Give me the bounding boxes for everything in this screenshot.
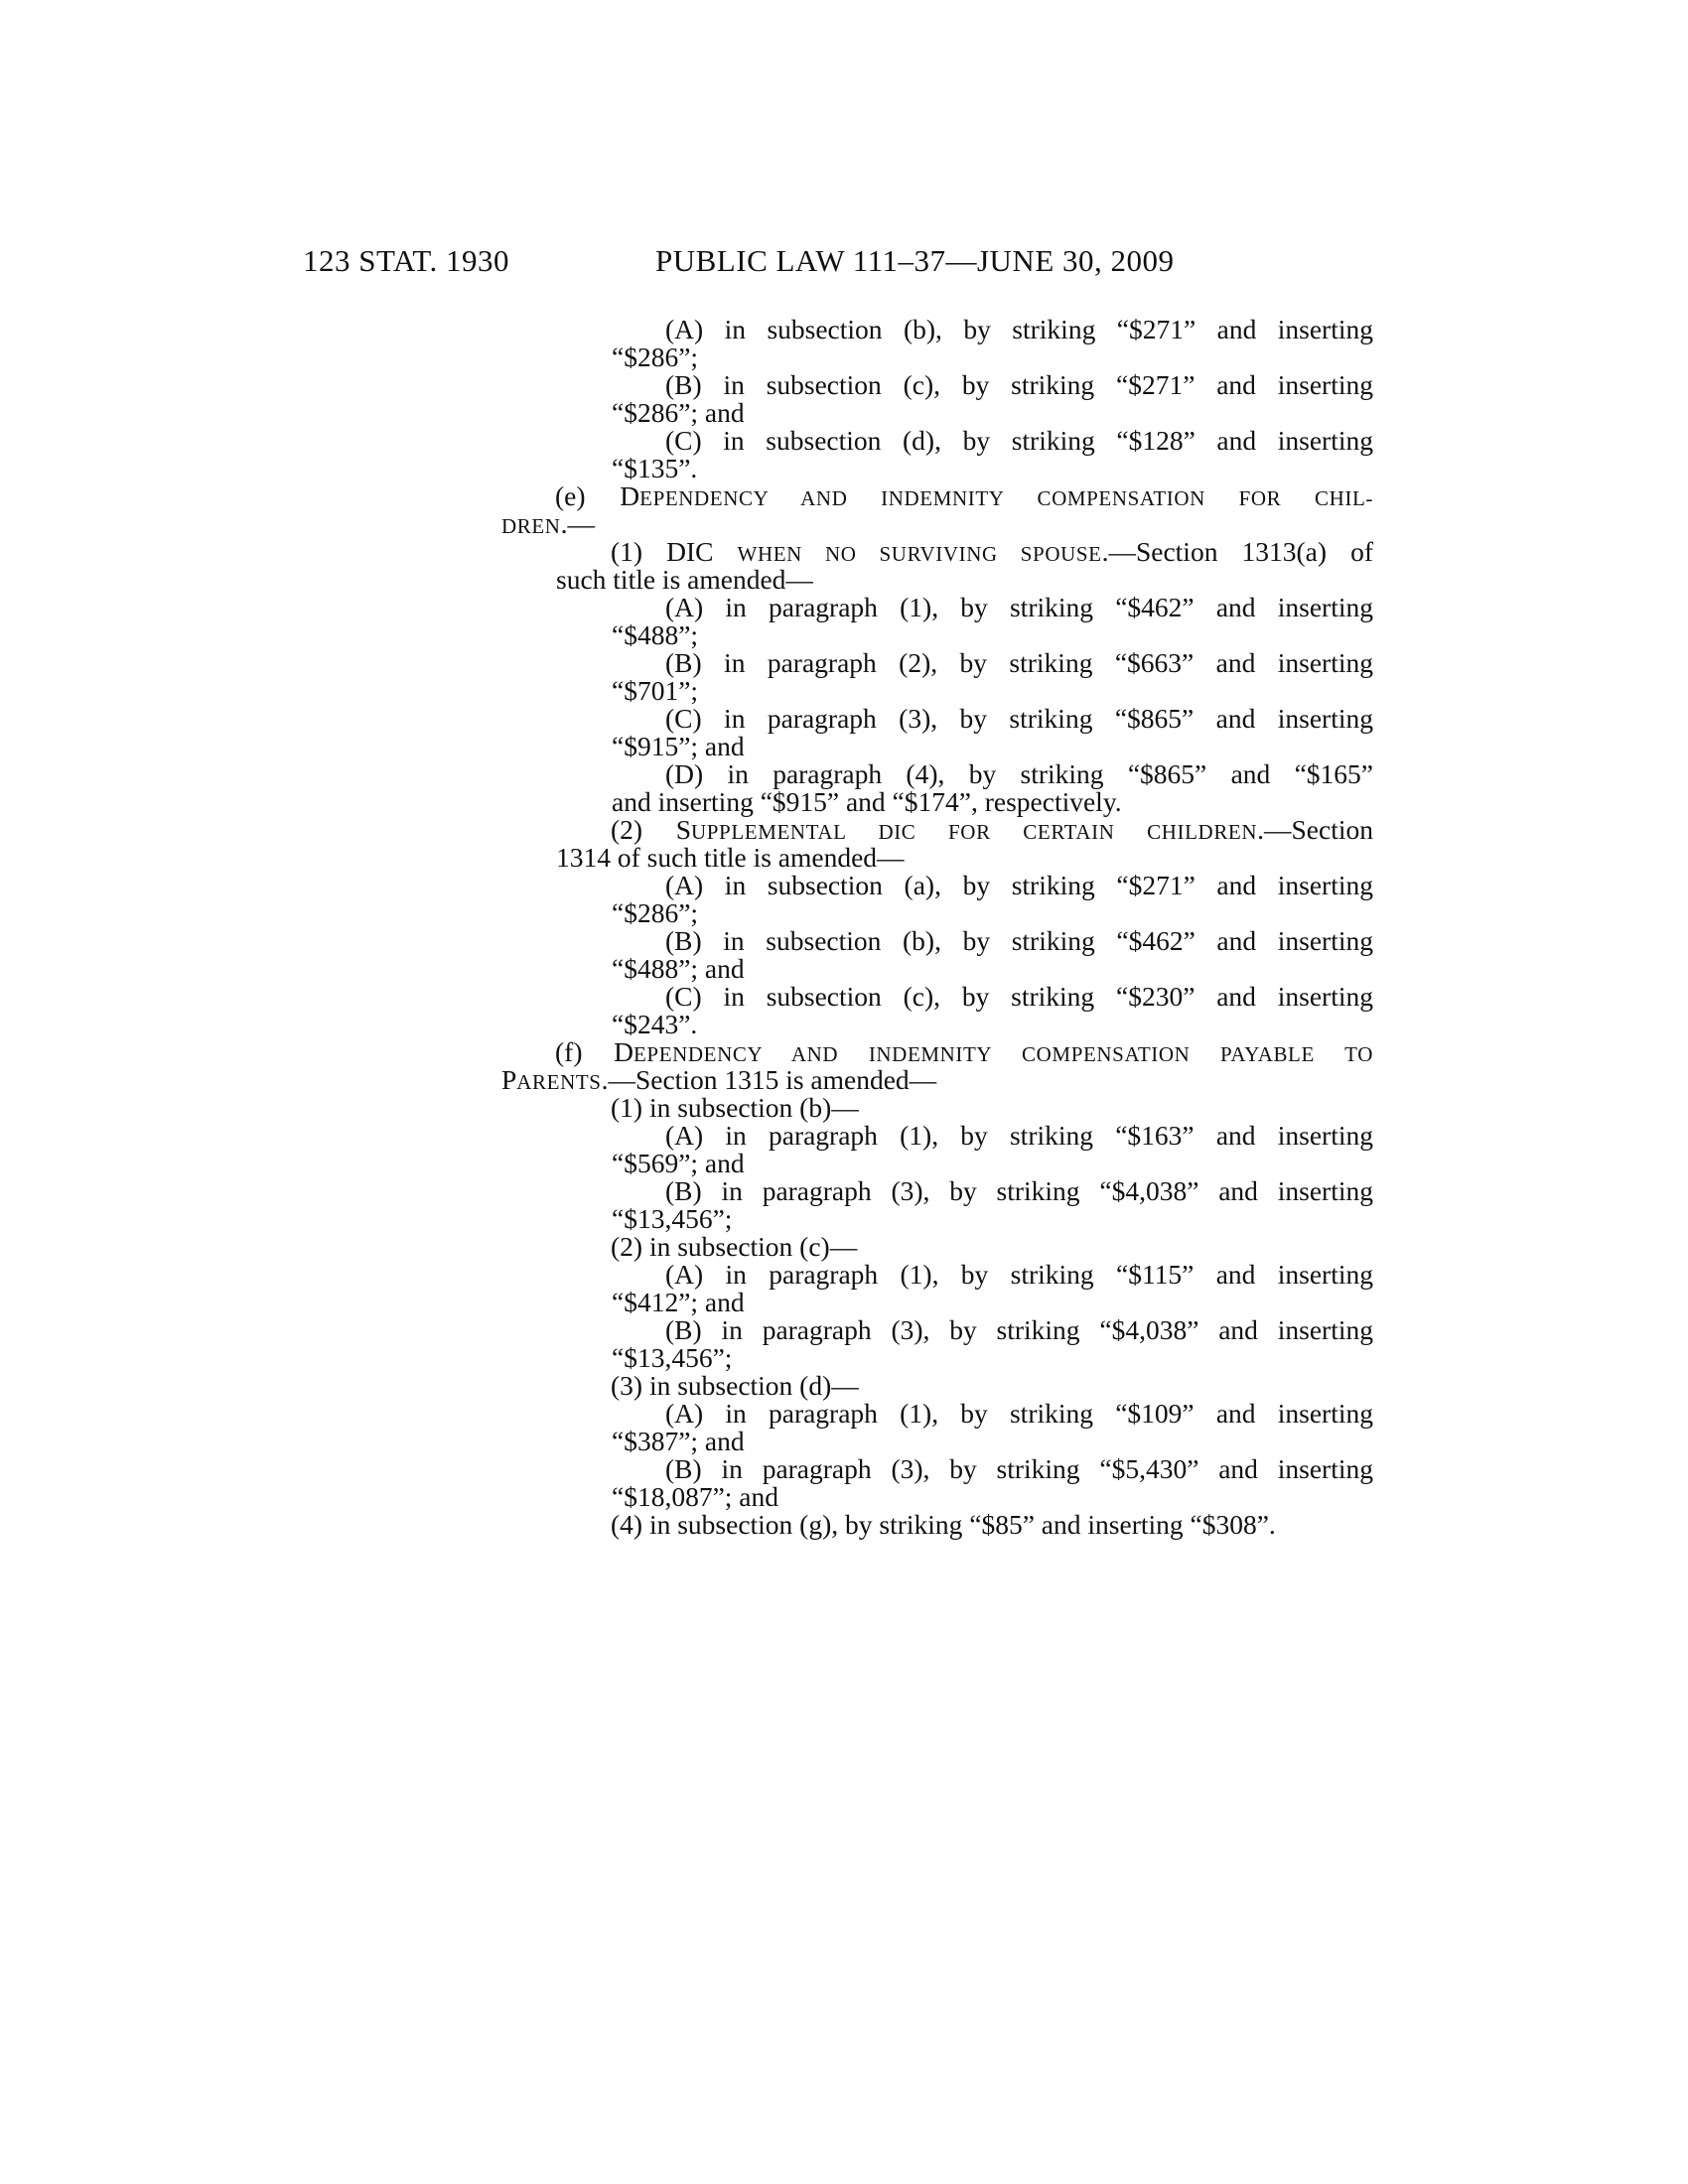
- text-line: (B) in paragraph (3), by striking “$4,038” and inserting: [665, 1175, 1373, 1206]
- text-line: “$18,087”; and: [612, 1481, 779, 1512]
- text-line: (B) in subsection (c), by striking “$271” and inserting: [665, 369, 1373, 400]
- section-heading-e-cont: DREN.—: [501, 508, 595, 539]
- text-line: such title is amended—: [556, 564, 813, 595]
- text-line: “$412”; and: [612, 1287, 745, 1317]
- text-line: (D) in paragraph (4), by striking “$865” and “$165”: [665, 758, 1373, 789]
- text-line: (B) in paragraph (3), by striking “$5,430” and inserting: [665, 1453, 1373, 1484]
- text-line: “$387”; and: [612, 1426, 745, 1456]
- paragraph-heading-2: (2) SUPPLEMENTAL DIC FOR CERTAIN CHILDREN.—Section: [611, 814, 1373, 845]
- text-line: 1314 of such title is amended—: [556, 842, 905, 873]
- text-line: “$488”;: [612, 619, 699, 650]
- text-line: (A) in subsection (a), by striking “$271” and inserting: [665, 870, 1373, 900]
- section-heading-f: (f) DEPENDENCY AND INDEMNITY COMPENSATION PAYABLE TO: [555, 1036, 1373, 1067]
- text-line: (A) in paragraph (1), by striking “$163” and inserting: [665, 1120, 1373, 1151]
- text-line: “$135”.: [612, 453, 698, 483]
- text-line: (C) in subsection (d), by striking “$128” and inserting: [665, 425, 1373, 456]
- text-line: (1) in subsection (b)—: [611, 1092, 859, 1123]
- text-line: “$488”; and: [612, 953, 745, 984]
- text-line: (A) in paragraph (1), by striking “$109” and inserting: [665, 1398, 1373, 1429]
- text-line: “$286”;: [612, 897, 699, 928]
- text-line: (C) in subsection (c), by striking “$230” and inserting: [665, 981, 1373, 1012]
- text-line: “$569”; and: [612, 1148, 745, 1178]
- text-line: (A) in subsection (b), by striking “$271” and inserting: [665, 314, 1373, 344]
- text-line: “$13,456”;: [612, 1342, 733, 1373]
- text-line: (C) in paragraph (3), by striking “$865” and inserting: [665, 703, 1373, 734]
- text-line: (B) in paragraph (3), by striking “$4,038” and inserting: [665, 1314, 1373, 1345]
- section-heading-f-cont: PARENTS.—Section 1315 is amended—: [501, 1064, 937, 1095]
- text-line: “$13,456”;: [612, 1203, 733, 1234]
- running-header: [0, 243, 1688, 283]
- paragraph-heading-1: (1) DIC WHEN NO SURVIVING SPOUSE.—Section 1313(a) of: [611, 536, 1373, 567]
- text-line: “$701”;: [612, 675, 699, 706]
- text-line: (2) in subsection (c)—: [611, 1231, 858, 1262]
- text-line: (A) in paragraph (1), by striking “$462” and inserting: [665, 592, 1373, 622]
- text-line: (B) in subsection (b), by striking “$462” and inserting: [665, 925, 1373, 956]
- text-line: (4) in subsection (g), by striking “$85” and inserting “$308”.: [611, 1509, 1276, 1540]
- public-law-title: PUBLIC LAW 111–37—JUNE 30, 2009: [655, 243, 1175, 278]
- text-line: (A) in paragraph (1), by striking “$115” and inserting: [665, 1259, 1373, 1290]
- section-heading-e: (e) DEPENDENCY AND INDEMNITY COMPENSATION FOR CHIL-: [555, 480, 1373, 511]
- text-line: “$286”;: [612, 341, 699, 372]
- stat-page-number: 123 STAT. 1930: [303, 243, 510, 278]
- text-line: (3) in subsection (d)—: [611, 1370, 859, 1401]
- text-line: “$915”; and: [612, 731, 745, 761]
- text-line: “$286”; and: [612, 397, 745, 428]
- text-line: “$243”.: [612, 1009, 698, 1039]
- text-line: (B) in paragraph (2), by striking “$663” and inserting: [665, 647, 1373, 678]
- text-line: and inserting “$915” and “$174”, respectively.: [612, 786, 1122, 817]
